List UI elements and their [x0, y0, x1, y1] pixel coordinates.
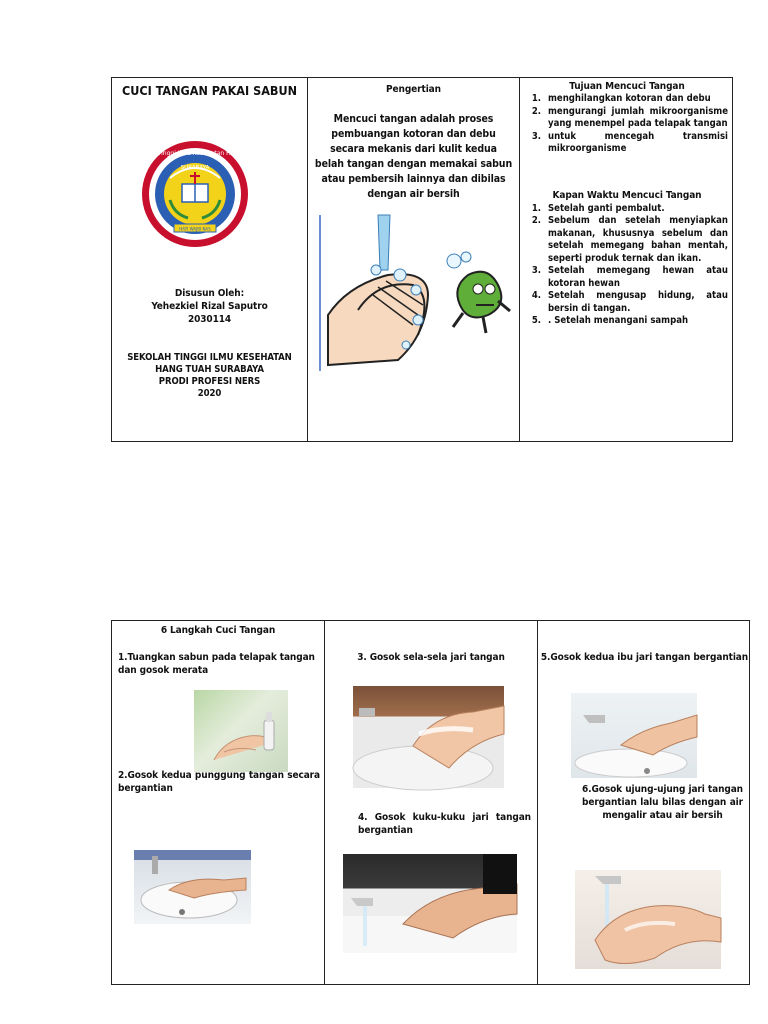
list-item: 3. Setelah memegang hewan atau kotoran hewan	[544, 265, 728, 290]
tujuan-title: Tujuan Mencuci Tangan	[569, 81, 685, 92]
author-block	[112, 287, 307, 326]
kapan-title: Kapan Waktu Mencuci Tangan	[552, 189, 702, 201]
step-6-photo	[575, 870, 721, 969]
list-item: 1. menghilangkan kotoran dan debu	[544, 93, 728, 106]
author-label: Disusun Oleh:	[174, 288, 245, 299]
step-4-text: 4. Gosok kuku-kuku jari tangan bergantian	[358, 812, 531, 836]
step-1-photo	[194, 690, 288, 772]
list-item: 2. mengurangi jumlah mikroorganisme yang menempel pada telapak tangan	[544, 106, 728, 131]
year: 2020	[197, 388, 222, 399]
handwash-illustration	[318, 215, 514, 371]
step-2-photo	[134, 850, 251, 924]
logo-ring-text: Sekolah Tinggi Ilmu Kesehatan Hang Tuah	[132, 150, 258, 157]
info-column	[519, 78, 734, 441]
brochure-title: CUCI TANGAN PAKAI SABUN	[121, 83, 298, 98]
logo-city-text: SURABAYA	[180, 165, 210, 171]
list-item: 3. untuk mencegah transmisi mikroorganisme	[544, 131, 728, 156]
step-4-photo	[343, 854, 517, 953]
list-item: 1. Setelah ganti pembalut.	[544, 203, 728, 216]
step-3-photo	[353, 686, 504, 788]
institution-block	[120, 352, 299, 400]
pengertian-title: Pengertian	[386, 84, 441, 95]
list-item: 5. . Setelah menangani sampah	[544, 315, 728, 328]
brochure-front-panel	[111, 77, 733, 442]
author-id: 2030114	[187, 314, 232, 325]
step-5-photo	[571, 693, 697, 778]
steps-column-1	[112, 621, 324, 984]
tujuan-list	[526, 93, 728, 156]
institution-name: SEKOLAH TINGGI ILMU KESEHATAN HANG TUAH SURABAYA	[127, 352, 292, 375]
steps-column-3	[537, 621, 751, 984]
steps-column-2	[324, 621, 537, 984]
pengertian-body: Mencuci tangan adalah proses pembuangan kotoran dan debu secara mekanis dari kulit kedua belah tangan dengan memakai sabun atau pembersih lainnya dan dibilas dengan air bersih	[314, 113, 513, 200]
step-3-text: 3. Gosok sela-sela jari tangan	[357, 652, 505, 663]
step-5-text: 5.Gosok kedua ibu jari tangan bergantian	[540, 652, 749, 663]
step-2-text: 2.Gosok kedua punggung tangan secara bergantian	[118, 770, 320, 794]
step-6-text: 6.Gosok ujung-ujung jari tangan bergantian lalu bilas dengan air mengalir atau air bersih	[582, 784, 743, 821]
steps-title: 6 Langkah Cuci Tangan	[160, 625, 276, 636]
school-logo	[132, 138, 258, 250]
definition-column	[307, 78, 519, 441]
kapan-list	[526, 203, 728, 328]
logo-ribbon-text: HATI WAJIB NAS	[179, 226, 211, 232]
author-name: Yehezkiel Rizal Saputro	[151, 301, 268, 312]
list-item: 4. Setelah mengusap hidung, atau bersin di tangan.	[544, 290, 728, 315]
list-item: 2. Sebelum dan setelah menyiapkan makanan, khususnya sebelum dan setelah memegang bahan mentah, seperti produk ternak dan ikan.	[544, 215, 728, 265]
brochure-steps-panel	[111, 620, 750, 985]
program-name: PRODI PROFESI NERS	[158, 376, 261, 387]
step-1-text: 1.Tuangkan sabun pada telapak tangan dan gosok merata	[118, 652, 315, 676]
cover-column	[112, 78, 307, 441]
